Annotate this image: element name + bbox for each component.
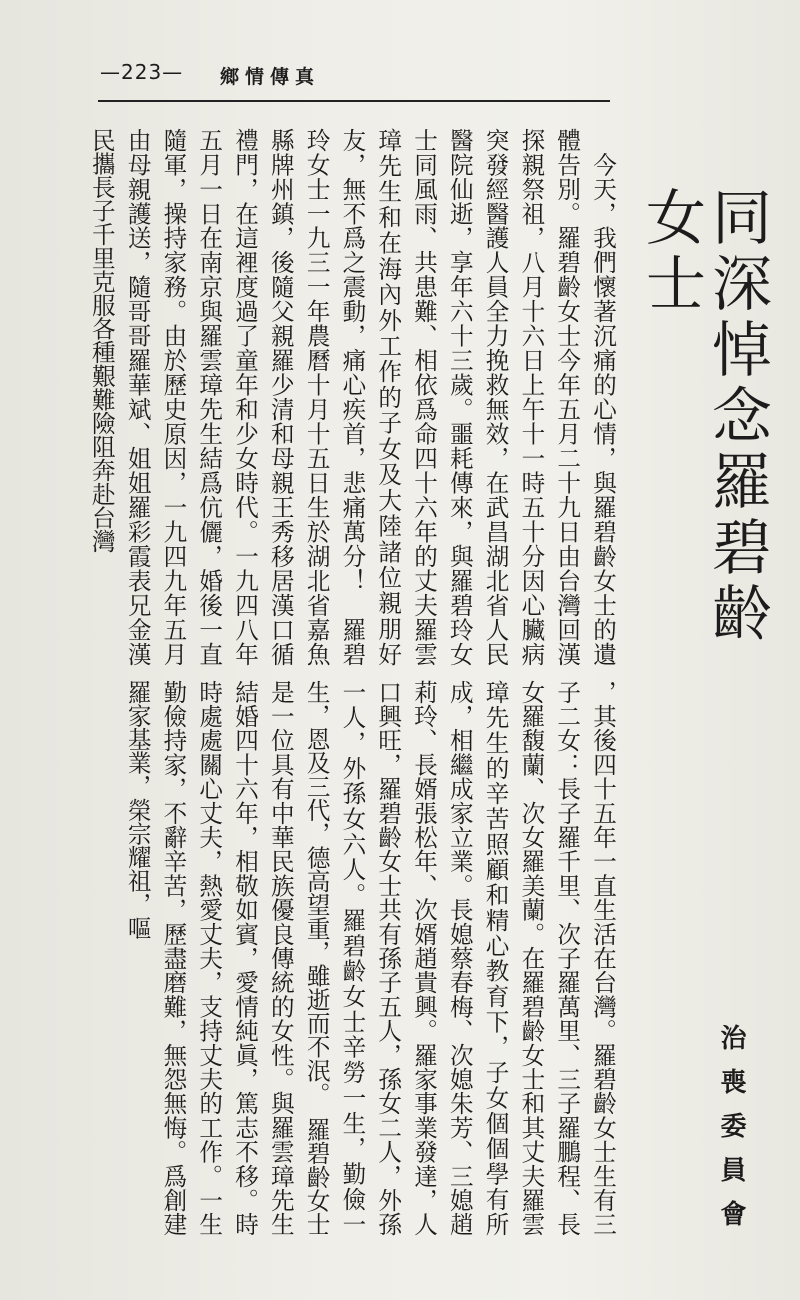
page-header (100, 56, 340, 96)
article-body-lower: ，其後四十五年一直生活在台灣。羅碧齡女士生有三子二女：長子羅千里、次子羅萬里、三子羅鵬程、長女羅馥蘭、次女羅美蘭。在羅碧齡女士和其丈夫羅雲璋先生的辛苦照顧和精心教育下，子女個個學有所成，相繼成家立業。長媳蔡春梅、次媳朱芳、三媳趙莉玲、長婿張松年、次婿趙貴興。羅家事業發達，人口興旺，羅碧齡女士共有孫子五人，孫女二人，外孫一人，外孫女六人。羅碧齡女士辛勞一生，勤儉一生，恩及三代，德高望重，雖逝而不泯。 羅碧齡女士是一位具有中華民族優良傳統的女性。與羅雲璋先生結婚四十六年，相敬如賓，愛情純眞，篤志不移。時時處處關心丈夫，熱愛丈夫，支持丈夫的工作。一生勤儉持家，不辭辛苦，歷盡磨難，無怨無悔。爲創建羅家基業，榮宗耀祖，嘔 (123, 680, 617, 1236)
article-title: 同深悼念羅碧齡女士 (636, 186, 772, 648)
header-rule (98, 100, 610, 102)
signature: 治喪委員會 (716, 1024, 746, 1244)
article-body-upper: 今天，我們懷著沉痛的心情，與羅碧齡女士的遺體告別。羅碧齡女士今年五月二十九日由台灣回漢探親祭祖，八月十六日上午十一時五十分因心臟病突發經醫護人員全力挽救無效，在武昌湖北省人民醫院仙逝，享年六十三歲。噩耗傳來，與羅碧玲女士同風雨、共患難、相依爲命四十六年的丈夫羅雲璋先生和在海內外工作的子女及大陸諸位親朋好友，無不爲之震動，痛心疾首，悲痛萬分！ 羅碧玲女士一九三一年農曆十月十五日生於湖北省嘉魚縣牌州鎮，後隨父親羅少清和母親王秀移居漢口循禮門，在這裡度過了童年和少女時代。一九四八年五月一日在南京與羅雲璋先生結爲伉儷，婚後一直隨軍，操持家務。由於歷史原因，一九四九年五月由母親護送，隨哥哥羅華斌、姐姐羅彩霞表兄金漢民攜長子千里克服各種艱難險阻奔赴台灣 (87, 128, 617, 666)
page-number: —223— (100, 60, 184, 84)
running-title: 鄉情傳真 (220, 66, 321, 88)
